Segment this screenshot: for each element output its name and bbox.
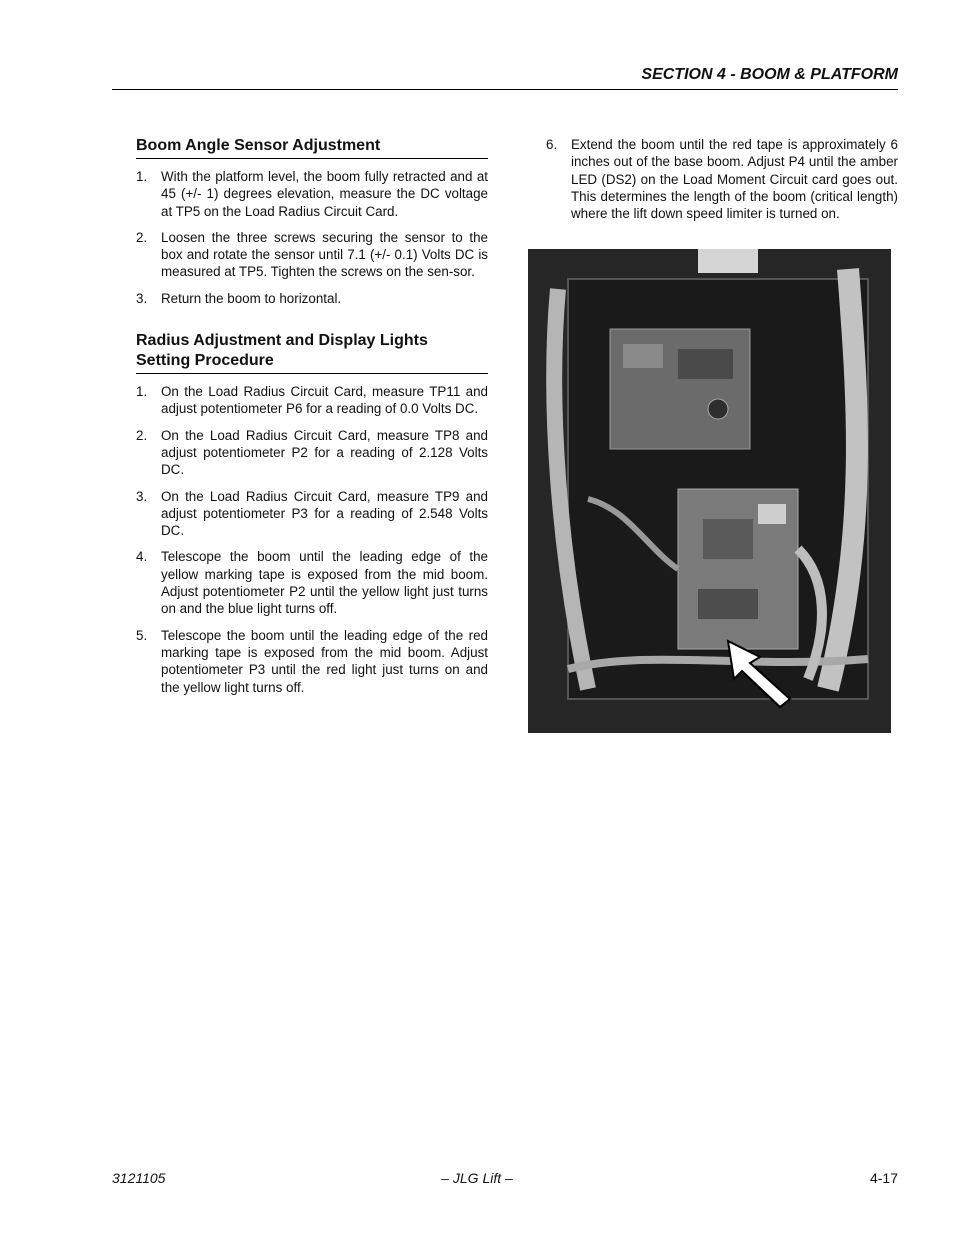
right-steps [546,136,898,222]
footer-brand: – JLG Lift – [441,1170,513,1186]
step-number: 3. [136,290,148,306]
list-item [136,427,488,479]
radius-adjustment-section [136,331,488,696]
step-text: Extend the boom until the red tape is approximately 6 inches out of the base boom. Adjust P4 until the amber LED (DS2) on the Load Moment Circuit card goes out. This determines the length of the boom (critical length) where the lift down speed limiter is turned on. [571,137,898,222]
list-item [136,168,488,220]
step-number: 5. [136,627,148,643]
step-text: Telescope the boom until the leading edge of the yellow marking tape is exposed from the mid boom. Adjust potentiometer P2 until the yellow light just turns on and the blue light turns off. [161,549,488,617]
radius-title-line2: Setting Procedure [136,352,274,370]
list-item [136,383,488,418]
step-text: Telescope the boom until the leading edge of the red marking tape is exposed from the mid boom. Adjust potentiometer P3 until the red light just turns on and the yellow light turns off. [161,627,488,695]
step-number: 4. [136,549,148,565]
left-column [136,136,488,696]
step-number: 6. [546,137,558,152]
circuit-card-photo [528,249,891,733]
step-text: On the Load Radius Circuit Card, measure TP11 and adjust potentiometer P6 for a reading of 0.0 Volts DC. [161,384,488,417]
circuit-box-illustration [528,249,891,733]
boom-angle-title: Boom Angle Sensor Adjustment [136,136,488,159]
list-item [546,136,898,222]
step-text: On the Load Radius Circuit Card, measure TP8 and adjust potentiometer P2 for a reading of 2.128 Volts DC. [161,427,488,478]
step-text: With the platform level, the boom fully retracted and at 45 (+/- 1) degrees elevation, measure the DC voltage at TP5 on the Load Radius Circuit Card. [161,169,488,219]
step-number: 1. [136,169,148,184]
step-text: Loosen the three screws securing the sensor to the box and rotate the sensor until 7.1 (+/- 0.1) Volts DC is measured at TP5. Tighten the screws on the sen-sor. [161,229,488,280]
header-rule [112,89,898,90]
footer-doc-number: 3121105 [112,1170,166,1186]
step-number: 2. [136,427,148,443]
boom-angle-steps [136,168,488,307]
section-header: SECTION 4 - BOOM & PLATFORM [641,66,898,83]
radius-adjustment-title [136,331,488,374]
step-text: On the Load Radius Circuit Card, measure TP9 and adjust potentiometer P3 for a reading of 2.548 Volts DC. [161,488,488,539]
list-item [136,290,488,307]
step-number: 2. [136,229,148,245]
list-item [136,229,488,281]
step-number: 3. [136,488,148,504]
footer-page-number: 4-17 [869,1170,898,1186]
list-item [136,488,488,540]
list-item [136,627,488,696]
step-text: Return the boom to horizontal. [161,290,342,306]
boom-angle-section [136,136,488,307]
list-item [136,548,488,617]
radius-adjustment-steps [136,383,488,696]
right-column [546,136,898,222]
radius-title-line1: Radius Adjustment and Display Lights [136,332,428,350]
step-number: 1. [136,384,148,400]
